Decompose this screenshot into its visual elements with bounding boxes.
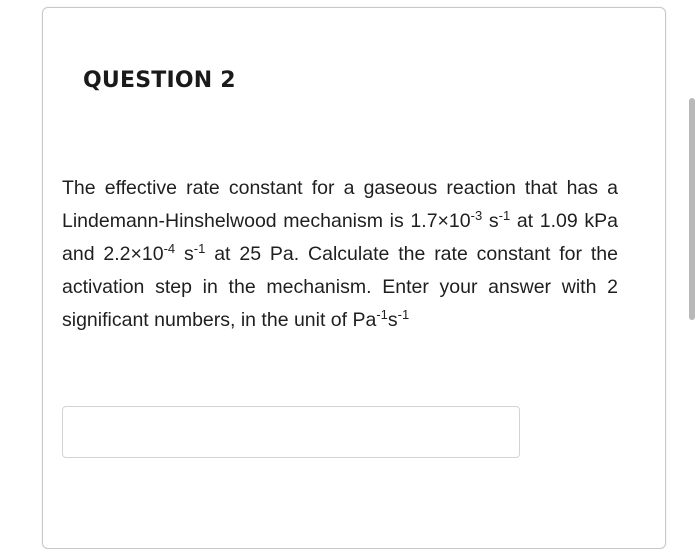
- exponent: -1: [193, 240, 206, 256]
- question-title: QUESTION 2: [83, 68, 236, 93]
- question-text: [62, 172, 618, 337]
- scrollbar-thumb[interactable]: [689, 98, 695, 320]
- question-text-part: The effective rate constant for a gaseous reaction that has a Lindemann-Hinshelwood mechanism is 1.7×10: [62, 177, 618, 232]
- answer-input[interactable]: [62, 406, 520, 458]
- exponent: -1: [397, 306, 410, 322]
- question-card: [42, 7, 666, 549]
- question-text-part: at 25 Pa. Calculate the rate constant for the activation step in the mechanism. Enter your answer with 2 significant numbers, in the unit of Pa: [62, 243, 618, 331]
- exponent: -1: [498, 207, 511, 223]
- exponent: -4: [163, 240, 176, 256]
- exponent: -3: [470, 207, 483, 223]
- question-text-part: s: [175, 243, 194, 265]
- question-text-part: s: [387, 309, 398, 331]
- question-text-part: at 1.09 kPa and 2.2×10: [62, 210, 618, 265]
- question-text-part: s: [482, 210, 499, 232]
- exponent: -1: [376, 306, 388, 322]
